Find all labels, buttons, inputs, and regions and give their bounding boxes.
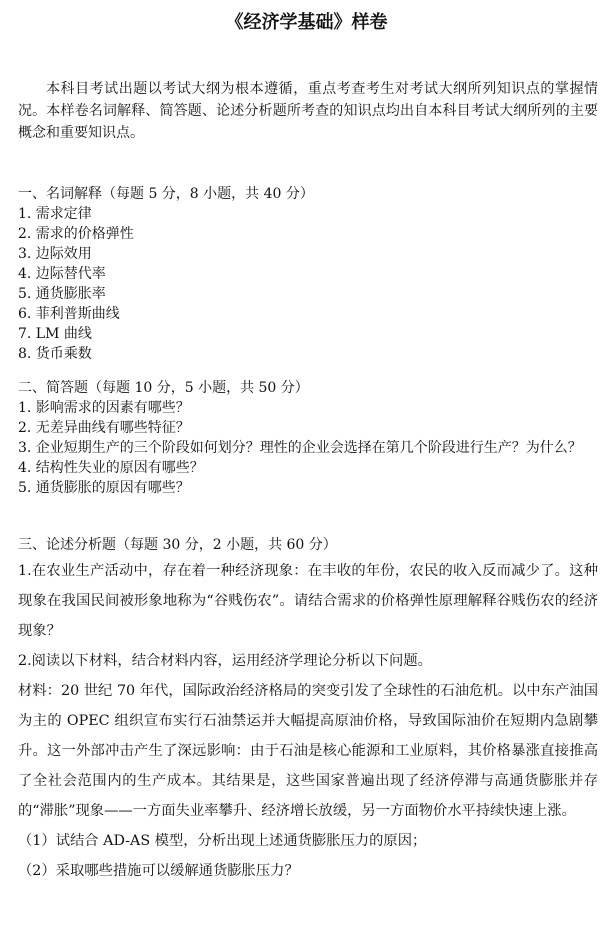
intro-paragraph: 本科目考试出题以考试大纲为根本遵循，重点考查考生对考试大纲所列知识点的掌握情况。本样卷名词解释、简答题、论述分析题所考查的知识点均出自本科目考试大纲所列的主要概念和重要知识点。	[18, 81, 598, 141]
section-heading: 一、名词解释（每题 5 分，8 小题，共 40 分）	[18, 186, 314, 202]
question-2: 2.阅读以下材料，结合材料内容，运用经济学理论分析以下问题。	[18, 653, 432, 669]
list-item: 3. 企业短期生产的三个阶段如何划分？理性的企业会选择在第几个阶段进行生产？为什么？	[18, 440, 582, 456]
list-item: 2. 需求的价格弹性	[18, 226, 134, 242]
section-essay	[18, 534, 598, 886]
material-paragraph: 材料：20 世纪 70 年代，国际政治经济格局的突变引发了全球性的石油危机。以中东产油国为主的 OPEC 组织宣布实行石油禁运并大幅提高原油价格，导致国际油价在短期内急剧攀升。这一外部冲击产生了深远影响：由于石油是核心能源和工业原料，其价格暴涨直接推高了全社会范围内的生产成本。其结果是，这些国家普遍出现了经济停滞与高通货膨胀并存的“滞胀”现象——一方面失业率攀升、经济增长放缓，另一方面物价水平持续快速上涨。	[18, 683, 598, 819]
list-item: 4. 边际替代率	[18, 266, 106, 282]
question-1: 1.在农业生产活动中，存在着一种经济现象：在丰收的年份，农民的收入反而减少了。这种现象在我国民间被形象地称为“谷贱伤农”。请结合需求的价格弹性原理解释谷贱伤农的经济现象？	[18, 563, 598, 639]
sub-question-1: （1）试结合 AD-AS 模型，分析出现上述通货膨胀压力的原因；	[18, 833, 427, 849]
list-item: 3. 边际效用	[18, 246, 92, 262]
section-short-answer	[18, 378, 598, 498]
section-heading: 二、简答题（每题 10 分，5 小题，共 50 分）	[18, 380, 309, 396]
sub-question-2: （2）采取哪些措施可以缓解通货膨胀压力？	[18, 863, 299, 879]
list-item: 8. 货币乘数	[18, 346, 92, 362]
list-item: 6. 菲利普斯曲线	[18, 306, 120, 322]
list-item: 1. 需求定律	[18, 206, 92, 222]
section-term-definitions	[18, 184, 598, 364]
list-item: 1. 影响需求的因素有哪些？	[18, 400, 190, 416]
list-item: 5. 通货膨胀的原因有哪些？	[18, 480, 190, 496]
list-item: 7. LM 曲线	[18, 326, 92, 342]
page-title: 《经济学基础》样卷	[225, 12, 388, 33]
list-item: 4. 结构性失业的原因有哪些？	[18, 460, 204, 476]
list-item: 2. 无差异曲线有哪些特征？	[18, 420, 190, 436]
list-item: 5. 通货膨胀率	[18, 286, 106, 302]
section-heading: 三、论述分析题（每题 30 分，2 小题，共 60 分）	[18, 537, 337, 553]
